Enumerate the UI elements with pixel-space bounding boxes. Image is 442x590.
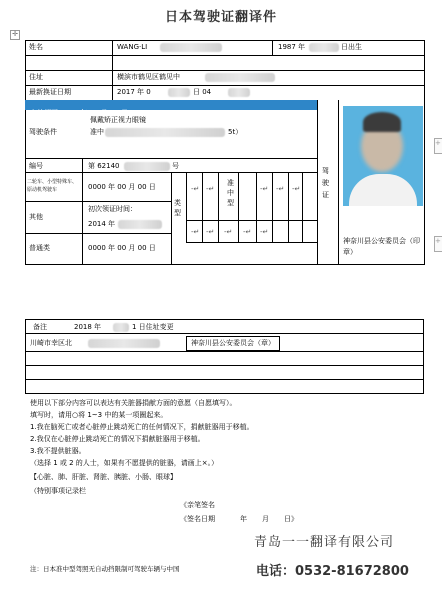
signature-date-label: 《签名日期 — [180, 515, 215, 523]
conditions-label: 驾驶条件 — [29, 128, 57, 136]
conditions-line2: 准中 — [90, 128, 104, 136]
remarks-line1-value: 2018 年 — [74, 323, 102, 331]
redaction — [205, 73, 275, 82]
redaction — [160, 43, 222, 52]
license-first-issue: 初次领证时间： — [88, 205, 137, 213]
redaction — [228, 88, 250, 97]
remarks-label: 备注 — [33, 323, 47, 331]
conditions-line1: 佩戴矫正视力眼镜 — [90, 116, 146, 124]
license-date-moto: 0000 年 00 月 00 日 — [88, 183, 156, 191]
phone-number: 电话：0532-81672800 — [256, 564, 409, 579]
agency-name: 青岛一一翻译有限公司 — [254, 535, 395, 550]
remarks-line2-value: 川崎市幸区北 — [30, 339, 72, 347]
signature-label: 《亲笔签名 — [180, 501, 215, 509]
issuer-name: 神奈川县公安委员会（印章） — [343, 237, 420, 256]
redaction — [105, 128, 225, 137]
document-title: 日本驾驶证翻译件 — [164, 10, 277, 25]
license-date-normal: 0000 年 00 月 00 日 — [88, 244, 156, 252]
address-label: 住址 — [29, 73, 43, 81]
donation-line: 使用以下部分内容可以表达有关脏器捐献方面的意愿（自愿填写）。 — [30, 399, 237, 407]
number-value: 第 62140 — [88, 162, 120, 170]
birth-value: 1987 年 — [278, 43, 306, 51]
type-label: 类型 — [174, 199, 181, 217]
redaction — [118, 220, 162, 229]
id-photo — [343, 106, 423, 206]
last-renewal-value: 2017 年 0 — [117, 88, 151, 96]
last-renewal-label: 最新换证日期 — [29, 88, 71, 96]
redaction — [309, 43, 339, 52]
sub-type-label: 准中型 — [227, 179, 234, 207]
table-move-handle[interactable]: ✛ — [10, 30, 20, 40]
validity-band: 有效期至 2020 年 07 月 09 日 — [25, 100, 317, 110]
license-first-issue-year: 2014 年 — [88, 220, 116, 228]
conditions-line2-end: 5t） — [228, 128, 243, 136]
donation-line: 填写时，请用○将 1~3 中的某一项圈起来。 — [30, 411, 168, 419]
last-renewal-value-end: 日 04 — [193, 88, 212, 96]
donation-line: 2.我仅在心脏停止跳动死亡的情况下捐献脏器用于移植。 — [30, 435, 205, 443]
license-label-normal: 普通类 — [29, 244, 50, 252]
side-handle[interactable]: + — [434, 236, 442, 252]
table-border — [25, 40, 425, 41]
address-value: 横滨市鹤见区鹤见中 — [117, 73, 180, 81]
signature-date-year: 年 — [240, 515, 247, 523]
donation-line: 1.我在脑死亡或者心脏停止跳动死亡的任何情况下，捐献脏器用于移植。 — [30, 423, 254, 431]
side-handle[interactable]: + — [434, 138, 442, 154]
name-value: WANG·LI — [117, 43, 148, 51]
number-label: 编号 — [29, 162, 43, 170]
number-suffix: 号 — [172, 162, 179, 170]
remarks-stamp-box: 神奈川县公安委员会（章） — [186, 336, 280, 351]
name-label: 姓名 — [29, 43, 43, 51]
license-card-label: 驾驶证 — [322, 167, 329, 199]
license-label-other: 其他 — [29, 213, 43, 221]
redaction — [113, 323, 129, 332]
donation-line: （选择 1 或 2 的人士，如果有不愿提供的脏器，请画上×。） — [30, 459, 219, 467]
license-label-moto: 二轮车、小型特殊车、原动机驾驶车 — [27, 179, 78, 193]
redaction — [124, 162, 170, 171]
footer-note: 注：日本准中型驾照无自动挡限制可驾驶车辆与中国 — [30, 565, 180, 573]
redaction — [168, 88, 190, 97]
donation-line: 3.我不提供脏器。 — [30, 447, 86, 455]
donation-line: （特别事项记录栏 — [30, 487, 86, 495]
redaction — [88, 339, 160, 348]
birth-suffix: 日出生 — [341, 43, 362, 51]
donation-line: 【心脏、肺、肝脏、肾脏、胰脏、小肠、眼球】 — [30, 473, 177, 481]
signature-date-day: 日》 — [284, 515, 298, 523]
signature-date-month: 月 — [262, 515, 269, 523]
remarks-line1-suffix: 1 日住址变更 — [132, 323, 174, 331]
